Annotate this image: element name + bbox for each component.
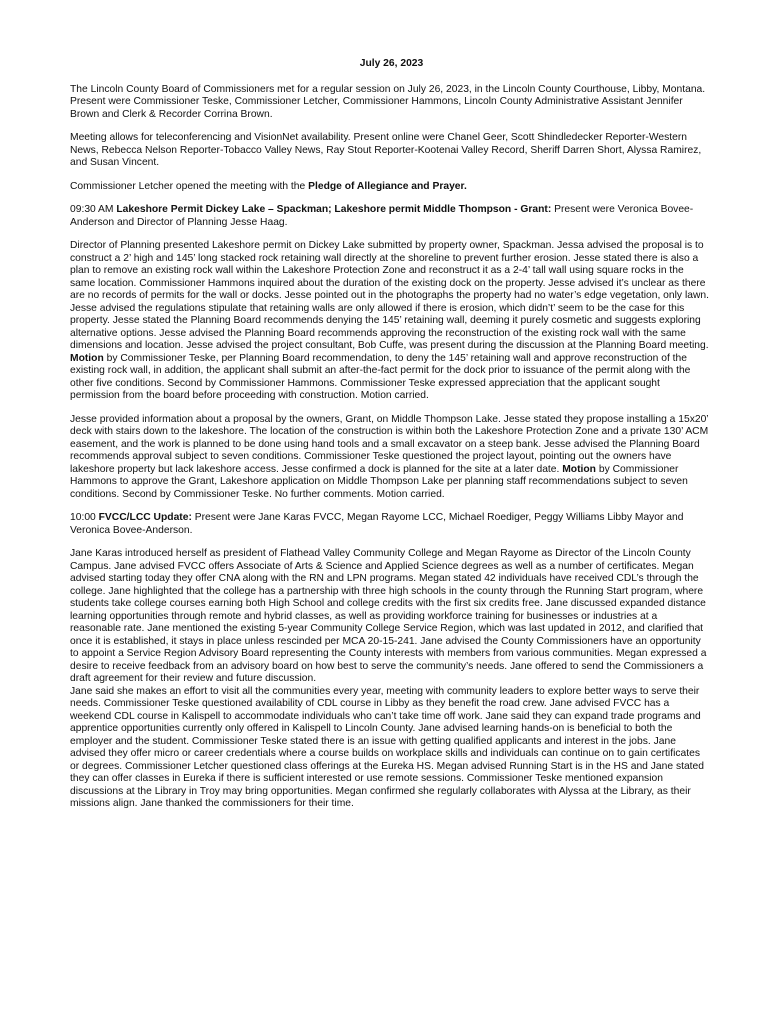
paragraph-online-attendance: Meeting allows for teleconferencing and VisionNet availability. Present online were Chanel Geer, Scott Shindledecker Reporter-Western News, Rebecca Nelson Reporter-Tobacco Valley News, Ray Stout Reporter-Kootenai Valley Record, Sheriff Darren Short, Alyssa Ramirez, and Susan Vincent. (70, 132, 702, 168)
paragraph-pledge (70, 181, 710, 194)
minutes-page (70, 58, 710, 822)
middle-thompson-text-1: Jesse provided information about a proposal by the owners, Grant, on Middle Thompson Lake. Jesse stated they propose installing a 15x20’ deck with stairs down to the lakeshore. The location of the construction is within both the Lakeshore Protection Zone and a private 130’ ACM easement, and the work is planned to be done using hand tools and a small excavator on a steep bank. Jesse advised the Planning Board recommends approval subject to seven conditions. Commissioner Teske questioned the project layout, pointing out the owners have lakeshore property but lack lakeshore access. Jesse confirmed a dock is planned for the site at a later date. (70, 413, 709, 475)
paragraph-fvcc-intro: Jane Karas introduced herself as president of Flathead Valley Community College and Megan Rayome as Director of the Lincoln County Campus. Jane advised FVCC offers Associate of Arts & Science and Applied Science degrees as well as a number of certificates. Megan advised starting today they offer CNA along with the RN and LPN programs. Megan stated 42 individuals have received CDL’s through the college. Jane highlighted that the college has a partnership with three high schools in the county through the Running Start program, where students take college courses earning both High School and college credits with the first six credits free. Jane discussed expanded distance learning opportunities through remote and hybrid classes, as well as providing workforce training for businesses or industries at a reasonable rate. Jane mentioned the existing 5-year Community College Service Region, which was last updated in 2012, and clarified that once it is established, it stays in place unless rescinded per MCA 20-15-241. Jane advised the County Commissioners have an opportunity to appoint a Service Region Advisory Board representing the County interests with members from various communities. Megan expressed a desire to receive feedback from an advisory board on how best to serve the community’s needs. Jane offered to send the Commissioners a draft agreement for their review and future discussion. (70, 548, 707, 684)
paragraph-attendance: The Lincoln County Board of Commissioners met for a regular session on July 26, 2023, in the Lincoln County Courthouse, Libby, Montana. Present were Commissioner Teske, Commissioner Letcher, Commissioner Hammons, Lincoln County Administrative Assistant Jennifer Brown and Clerk & Recorder Corrina Brown. (70, 83, 706, 120)
dickey-lake-text-2: by Commissioner Teske, per Planning Board recommendation, to deny the 145’ retaining wall and approve reconstruction of the existing rock wall, in addition, the applicant shall submit an after-the-fact permit for the dock prior to issuance of the permit along with the other five conditions. Second by Commissioner Hammons. Commissioner Teske expressed appreciation that the applicant sought permission from the board before proceeding with construction. Motion carried. (70, 352, 691, 401)
agenda-item-lakeshore (70, 204, 710, 229)
agenda-time: 10:00 (70, 512, 99, 523)
paragraph-dickey-lake (70, 240, 710, 403)
agenda-time: 09:30 AM (70, 204, 117, 215)
pledge-text: Commissioner Letcher opened the meeting with the (70, 180, 309, 192)
agenda-title: FVCC/LCC Update: (98, 512, 192, 523)
paragraph-middle-thompson (70, 414, 710, 502)
meeting-date: July 26, 2023 (359, 58, 424, 69)
agenda-attendees: Present were Jane Karas FVCC, Megan Rayome LCC, Michael Roediger, Peggy Williams Libby Mayor and Veronica Bovee-Anderson. (70, 512, 684, 536)
motion-label: Motion (70, 352, 104, 364)
pledge-bold: Pledge of Allegiance and Prayer. (308, 180, 467, 192)
paragraph-fvcc-discussion: Jane said she makes an effort to visit all the communities every year, meeting with community leaders to explore better ways to serve their needs. Commissioner Teske questioned availability of CDL course in Libby as they benefit the road crew. Jane advised FVCC has a weekend CDL course in Kalispell to accommodate individuals who can’t take time off work. Jane said they can expand trade programs and apprentice opportunities currently only offered in Kalispell to Lincoln County. Jane advised learning hands-on is beneficial to both the employer and the student. Commissioner Teske stated there is an issue with getting qualified applicants and interest in the jobs. Jane advised they offer micro or career credentials where a course builds on workplace skills and individuals can continue on to gain certificates or degrees. Commissioner Letcher questioned class offerings at the Eureka HS. Megan advised Running Start is in the HS and Jane stated they can offer classes in Eureka if there is sufficient interested or use remote sessions. Commissioner Teske mentioned expansion discussions at the Library in Troy may bring opportunities. Megan confirmed she regularly collaborates with Alyssa at the Library, as their missions align. Jane thanked the commissioners for their time. (70, 685, 704, 809)
motion-label: Motion (562, 463, 596, 475)
agenda-attendees: Present were Veronica Bovee-Anderson and Director of Planning Jesse Haag. (70, 204, 694, 228)
agenda-title: Lakeshore Permit Dickey Lake – Spackman; Lakeshore permit Middle Thompson - Grant: (116, 204, 552, 215)
middle-thompson-text-2: by Commissioner Hammons to approve the Grant, Lakeshore application on Middle Thompson Lake per planning staff recommendations subject to seven conditions. Second by Commissioner Teske. No further comments. Motion carried. (70, 463, 688, 500)
dickey-lake-text-1: Director of Planning presented Lakeshore permit on Dickey Lake submitted by property owner, Spackman. Jessa advised the proposal is to construct a 2’ high and 145’ long stacked rock retaining wall directly at the shoreline to prevent further erosion. Jesse stated there is also a plan to remove an existing rock wall within the Lakeshore Protection Zone and reconstruct it as a 2-4’ tall wall using square rocks in the same location. Commissioner Hammons inquired about the duration of the existing dock on the property. Jesse advised it’s unclear as there are no records of permits for the wall or docks. Jesse pointed out in the photographs the property had no water’s edge vegetation, only lawn. Jesse advised the regulations stipulate that retaining walls are only allowed if there is erosion, which didn’t’ seem to be the case for this property. Jesse stated the Planning Board recommends denying the 145’ retaining wall, deeming it purely cosmetic and suggests exploring alternative options. Jesse advised the Planning Board recommends approving the reconstruction of the existing rock wall with the same dimensions and location. Jesse advised the project consultant, Bob Cuffe, was present during the discussion at the Planning Board meeting. (70, 240, 709, 351)
agenda-item-fvcc (70, 512, 710, 537)
